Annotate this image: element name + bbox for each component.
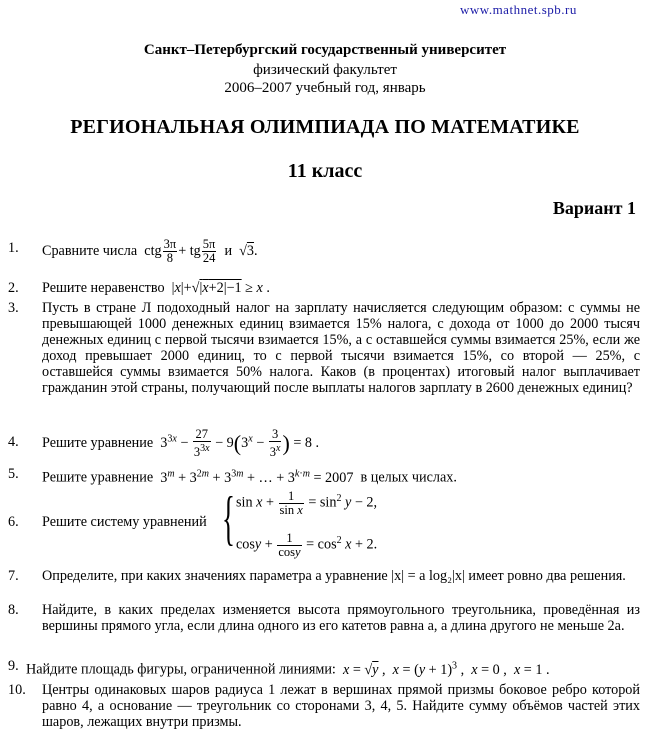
problem-7-text: Определите, при каких значениях параметра a уравнение |x| = a log₂|x| имеет ровно два решения. bbox=[42, 568, 626, 584]
site-url[interactable]: www.mathnet.spb.ru bbox=[460, 2, 577, 17]
problem-5-formula: $3^m + 3^{2m} + 3^{3m}$ + … + $3^{k\cdot m} = 2007$ bbox=[156, 468, 357, 486]
problem-9-text: Найдите площадь фигуры, ограниченной линиями: bbox=[26, 661, 336, 678]
faculty-name: физический факультет bbox=[253, 62, 397, 78]
problem-10-text: Центры одинаковых шаров радиуса 1 лежат в вершинах прямой призмы боковое ребро которой равно 4, а основание — треугольник со сторонами 3, 4, 5. Найдите сумму объёмов частей этих шаров, лежащих внутри призмы. bbox=[42, 682, 640, 730]
problem-6-text: Решите систему уравнений bbox=[42, 514, 207, 530]
problem-5-tail: в целых числах. bbox=[360, 469, 457, 486]
problem-3-text: Пусть в стране Л подоходный налог на зарплату начисляется следующим образом: с суммы не превышающей 1000 денежных единиц взимается 15% налога, с дохода от 1000 до 2000 тысяч денежных единиц с первой тысячи взимается 15%, а с оставшейся суммы взимается 25%, если же доход превышает 2000 единиц, то с первой тысячи взимается 15%, со второй — 25%, с оставшейся суммы взимается 50% налога. Каков (в процентах) итоговый налог выплачивает гражданин этой страны, получающий после выплаты налогов зарплату в 2600 денежных единиц? bbox=[42, 300, 640, 396]
problem-8-text: Найдите, в каких пределах изменяется высота прямоугольного треугольника, проведённая из вершины прямого угла, если длина одного из его катетов равна a, а длина другого не меньше 2a. bbox=[42, 602, 640, 634]
problem-4-formula: $3^{3x}$ − $\frac{27}{3^{3x}}$ − $9(3^x$ − $\frac{3}{3^x}$ ) = 8 . bbox=[156, 427, 320, 460]
problem-1-text: Сравните числа bbox=[42, 242, 138, 259]
grade-label: 11 класс bbox=[287, 160, 363, 182]
olympiad-title: РЕГИОНАЛЬНАЯ ОЛИМПИАДА ПО МАТЕМАТИКЕ bbox=[70, 116, 580, 138]
problem-5-text: Решите уравнение bbox=[42, 469, 154, 486]
problem-9-formula: x = √y , $x = (y + 1)^3$ , x = 0 , x = 1 . bbox=[342, 660, 550, 678]
problem-1-formula: ctg $\frac{3\pi}{8}$ + tg $\frac{5\pi}{24}$ и √3. bbox=[140, 237, 258, 265]
university-name: Санкт–Петербургский государственный университет bbox=[143, 42, 507, 58]
problem-2-formula: |x|+√|x+2|−1 ≥ x . bbox=[168, 280, 270, 296]
problem-2-text: Решите неравенство bbox=[42, 280, 165, 296]
problem-4-text: Решите уравнение bbox=[42, 434, 154, 451]
variant-label: Вариант 1 bbox=[552, 198, 636, 218]
academic-year: 2006–2007 учебный год, январь bbox=[224, 80, 426, 96]
